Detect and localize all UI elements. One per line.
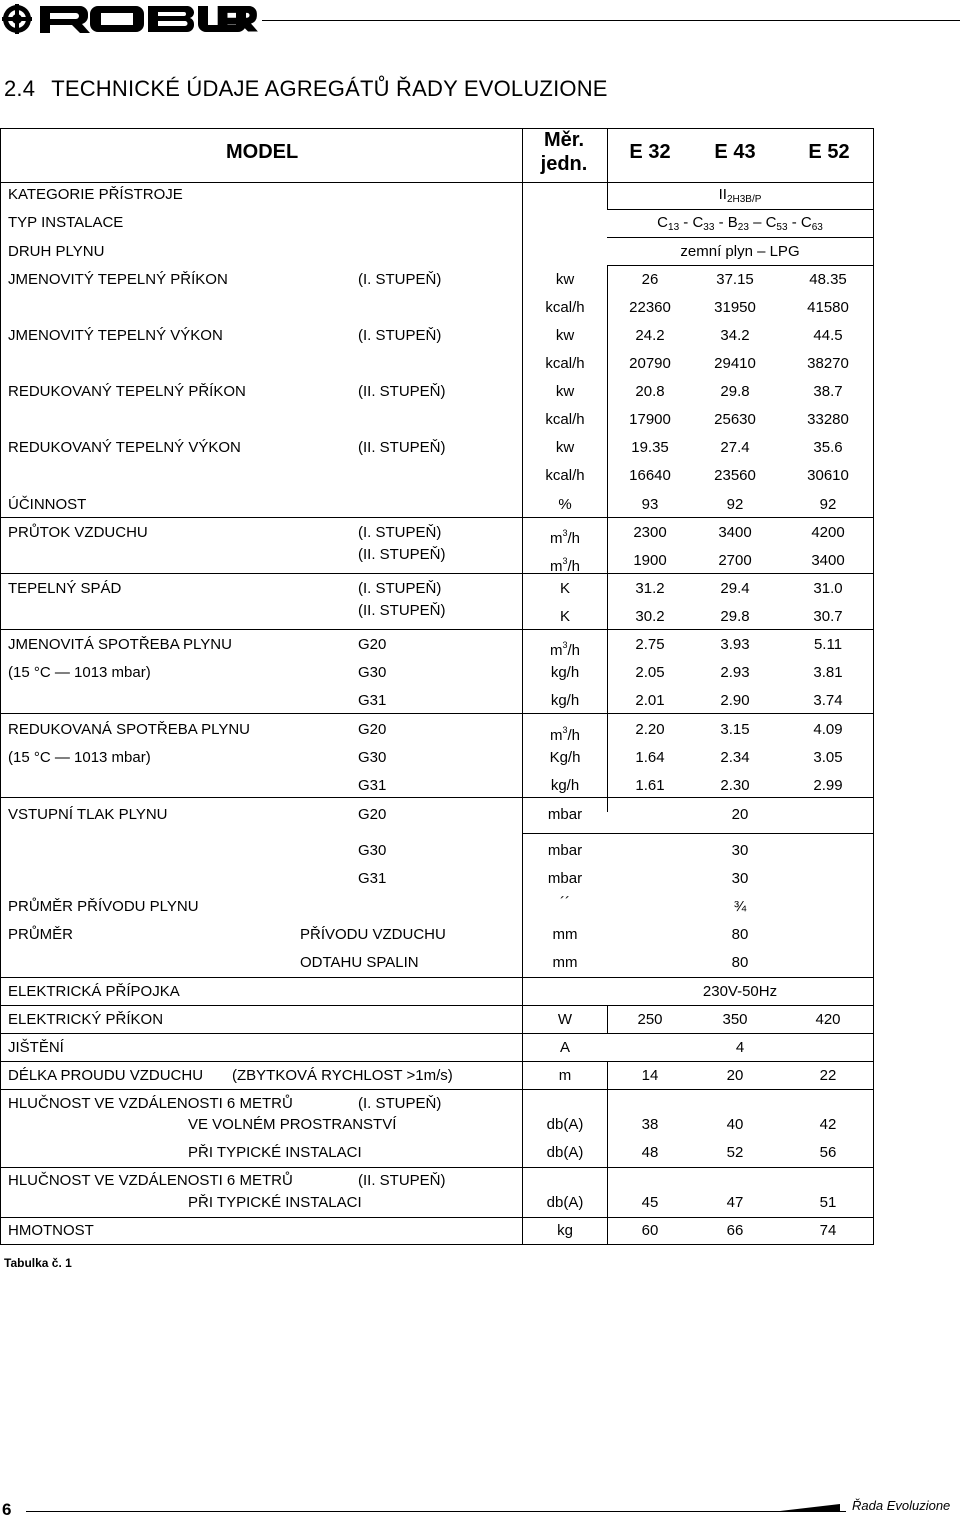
value-cell: 40 <box>726 1116 744 1133</box>
section-number: 2.4 <box>4 76 36 101</box>
value-cell: 22360 <box>629 299 671 316</box>
gas-label: G20 <box>358 806 387 823</box>
value-cell: 1.64 <box>635 749 665 766</box>
grid-line <box>607 1005 608 1033</box>
value-cell: 38 <box>641 1116 659 1133</box>
unit-cell: db(A) <box>546 1116 584 1133</box>
value-cell: 2.30 <box>720 777 750 794</box>
unit-cell: $m^3/h$ <box>549 528 581 547</box>
row-label: PRŮMĚR PŘÍVODU PLYNU <box>8 898 199 915</box>
value-cell: 26 <box>641 271 659 288</box>
grid-line <box>0 573 874 574</box>
robur-logo <box>2 4 260 34</box>
unit-cell: kw <box>555 383 575 400</box>
stage-label: (I. STUPEŇ) <box>358 327 442 344</box>
value-cell: 2.93 <box>720 664 750 681</box>
stage-label: (I. STUPEŇ) <box>358 1095 442 1112</box>
value-cell: 29.4 <box>720 580 750 597</box>
stage-label: (I. STUPEŇ) <box>358 271 442 288</box>
row-label: DÉLKA PROUDU VZDUCHU <box>8 1067 204 1084</box>
section-title: TECHNICKÉ ÚDAJE AGREGÁTŮ ŘADY EVOLUZIONE <box>51 76 608 101</box>
grid-line <box>522 128 523 1245</box>
value-cell: 25630 <box>714 411 756 428</box>
value-cell: 31.0 <box>813 580 843 597</box>
row-label: TYP INSTALACE <box>8 214 124 231</box>
value-cell: 420 <box>815 1011 841 1028</box>
row-label: HLUČNOST VE VZDÁLENOSTI 6 METRŮ <box>8 1172 293 1189</box>
gas-label: G30 <box>358 842 387 859</box>
unit-cell: % <box>558 496 572 513</box>
value-cell: 66 <box>726 1222 744 1239</box>
value-cell: 2300 <box>633 524 667 541</box>
unit-cell: db(A) <box>546 1144 584 1161</box>
row-label: ÚČINNOST <box>8 496 87 513</box>
value-cell: 30.2 <box>635 608 665 625</box>
row-label: PRŮTOK VZDUCHU <box>8 524 148 541</box>
value-cell: 3.93 <box>720 636 750 653</box>
row-label: ELEKTRICKÝ PŘÍKON <box>8 1011 164 1028</box>
value-cell: 33280 <box>807 411 849 428</box>
unit-cell: mm <box>552 954 578 971</box>
grid-line <box>607 128 608 209</box>
header-e32: E 32 <box>629 141 671 163</box>
grid-line <box>522 833 874 834</box>
page-number: 6 <box>2 1500 12 1519</box>
value-cell: 60 <box>641 1222 659 1239</box>
row-label: JMENOVITÁ SPOTŘEBA PLYNU <box>8 636 232 653</box>
sub-label: VE VOLNÉM PROSTRANSTVÍ <box>188 1116 397 1133</box>
value-cell: 41580 <box>807 299 849 316</box>
row-label: REDUKOVANÝ TEPELNÝ VÝKON <box>8 439 241 456</box>
unit-cell: mbar <box>547 870 583 887</box>
value-cell: 37.15 <box>716 271 754 288</box>
value-cell: 31.2 <box>635 580 665 597</box>
value-cell: 2.20 <box>635 721 665 738</box>
header-unit-2: jedn. <box>540 153 588 175</box>
grid-line <box>607 209 874 210</box>
grid-line <box>0 629 874 630</box>
value-cell: 92 <box>819 496 837 513</box>
sub-label: PŘI TYPICKÉ INSTALACI <box>188 1194 362 1211</box>
note-label: (ZBYTKOVÁ RYCHLOST >1m/s) <box>232 1067 453 1084</box>
value-cell: 27.4 <box>720 439 750 456</box>
grid-line <box>0 1089 874 1090</box>
value-cell: 24.2 <box>635 327 665 344</box>
unit-cell: $m^3/h$ <box>549 556 581 575</box>
section-heading <box>4 76 608 102</box>
grid-line <box>0 1167 874 1168</box>
value-cell: 34.2 <box>720 327 750 344</box>
value-cell: 250 <box>637 1011 663 1028</box>
row-label: JIŠTĚNÍ <box>8 1039 64 1056</box>
footer-wedge <box>780 1504 840 1511</box>
unit-cell: ´´ <box>560 894 570 911</box>
row-label: TEPELNÝ SPÁD <box>8 580 122 597</box>
row-label: HMOTNOST <box>8 1222 94 1239</box>
value-cell: 52 <box>726 1144 744 1161</box>
value-cell: 3400 <box>811 552 845 569</box>
value-cell: 80 <box>731 926 749 943</box>
grid-line <box>0 182 874 183</box>
sub-label: PŘI TYPICKÉ INSTALACI <box>188 1144 362 1161</box>
row-label: REDUKOVANÝ TEPELNÝ PŘÍKON <box>8 383 246 400</box>
gas-type-value: zemní plyn – LPG <box>680 243 800 260</box>
unit-cell: mbar <box>547 806 583 823</box>
gas-label: G31 <box>358 777 387 794</box>
value-cell: 22 <box>819 1067 837 1084</box>
condition-label: (15 °C — 1013 mbar) <box>8 664 151 681</box>
grid-line <box>0 517 874 518</box>
grid-line <box>0 1217 874 1218</box>
footer-series: Řada Evoluzione <box>852 1498 951 1513</box>
value-cell: 42 <box>819 1116 837 1133</box>
value-cell: 2.34 <box>720 749 750 766</box>
value-cell: 30 <box>731 842 749 859</box>
row-label: ELEKTRICKÁ PŘÍPOJKA <box>8 983 180 1000</box>
row-label: HLUČNOST VE VZDÁLENOSTI 6 METRŮ <box>8 1095 293 1112</box>
value-cell: 20 <box>726 1067 744 1084</box>
value-cell: 47 <box>726 1194 744 1211</box>
stage-label: (I. STUPEŇ) <box>358 580 442 597</box>
sub-label: ODTAHU SPALIN <box>300 954 419 971</box>
stage-label: (I. STUPEŇ) <box>358 524 442 541</box>
value-cell: 48.35 <box>809 271 847 288</box>
unit-cell: $m^3/h$ <box>549 640 581 659</box>
value-cell: 92 <box>726 496 744 513</box>
value-cell: 16640 <box>629 467 671 484</box>
row-label: DRUH PLYNU <box>8 243 105 260</box>
value-cell: 38.7 <box>813 383 843 400</box>
value-cell: 4 <box>735 1039 745 1056</box>
value-cell: 3.15 <box>720 721 750 738</box>
value-cell: 30 <box>731 870 749 887</box>
gas-label: G31 <box>358 870 387 887</box>
unit-cell: m <box>558 1067 572 1084</box>
value-cell: 350 <box>722 1011 748 1028</box>
value-cell: 2.05 <box>635 664 665 681</box>
value-cell: 3.74 <box>813 692 843 709</box>
value-cell: 14 <box>641 1067 659 1084</box>
sub-label: PŘÍVODU VZDUCHU <box>300 926 446 943</box>
value-cell: 19.35 <box>631 439 669 456</box>
unit-cell: db(A) <box>546 1194 584 1211</box>
grid-line <box>607 265 874 266</box>
row-label: KATEGORIE PŘÍSTROJE <box>8 186 183 203</box>
gas-label: G30 <box>358 749 387 766</box>
header-model: MODEL <box>226 141 299 163</box>
grid-line <box>0 713 874 714</box>
value-cell: 93 <box>641 496 659 513</box>
value-cell: 20 <box>731 806 749 823</box>
value-cell: 3400 <box>718 524 752 541</box>
unit-cell: kw <box>555 327 575 344</box>
gas-label: G20 <box>358 721 387 738</box>
value-cell: 4200 <box>811 524 845 541</box>
header-rule <box>262 20 960 21</box>
value-cell: 1.61 <box>635 777 665 794</box>
grid-line <box>0 1033 874 1034</box>
value-cell: 30610 <box>807 467 849 484</box>
unit-cell: Kg/h <box>549 749 581 766</box>
value-cell: 74 <box>819 1222 837 1239</box>
unit-cell: kcal/h <box>545 299 585 316</box>
unit-cell: kcal/h <box>545 411 585 428</box>
value-cell: 30.7 <box>813 608 843 625</box>
unit-cell: kg/h <box>550 777 580 794</box>
gas-label: G31 <box>358 692 387 709</box>
unit-cell: mm <box>552 926 578 943</box>
value-cell: 2.99 <box>813 777 843 794</box>
category-value: $II_{2H3B/P}$ <box>718 186 762 205</box>
condition-label: (15 °C — 1013 mbar) <box>8 749 151 766</box>
grid-line <box>0 797 874 798</box>
value-cell: 230V-50Hz <box>702 983 778 1000</box>
header-e43: E 43 <box>714 141 756 163</box>
table-caption: Tabulka č. 1 <box>4 1256 72 1270</box>
value-cell: 45 <box>641 1194 659 1211</box>
value-cell: 80 <box>731 954 749 971</box>
unit-cell: K <box>559 580 571 597</box>
unit-cell: mbar <box>547 842 583 859</box>
value-cell: 20.8 <box>635 383 665 400</box>
stage-label: (II. STUPEŇ) <box>358 383 446 400</box>
value-cell: 48 <box>641 1144 659 1161</box>
gas-label: G30 <box>358 664 387 681</box>
unit-cell: kg/h <box>550 692 580 709</box>
unit-cell: $m^3/h$ <box>549 725 581 744</box>
installation-type-value: $C_{13} - C_{33} - B_{23} - C_{53} - C_{63}$ <box>657 214 823 233</box>
value-cell: 2.75 <box>635 636 665 653</box>
unit-cell: kw <box>555 271 575 288</box>
row-label: REDUKOVANÁ SPOTŘEBA PLYNU <box>8 721 251 738</box>
row-label: PRŮMĚR <box>8 926 74 943</box>
header-e52: E 52 <box>808 141 850 163</box>
stage-label: (II. STUPEŇ) <box>358 1172 446 1189</box>
stage-label: (II. STUPEŇ) <box>358 546 446 563</box>
value-cell: 17900 <box>629 411 671 428</box>
footer-rule <box>26 1511 846 1512</box>
value-cell: 29410 <box>714 355 756 372</box>
value-cell: 38270 <box>807 355 849 372</box>
value-cell: 2.01 <box>635 692 665 709</box>
row-label: VSTUPNÍ TLAK PLYNU <box>8 806 168 823</box>
value-cell: 44.5 <box>813 327 843 344</box>
value-cell: 29.8 <box>720 608 750 625</box>
value-cell: 20790 <box>629 355 671 372</box>
unit-cell: K <box>559 608 571 625</box>
unit-cell: kw <box>555 439 575 456</box>
value-cell: 56 <box>819 1144 837 1161</box>
value-cell: 31950 <box>714 299 756 316</box>
unit-cell: kcal/h <box>545 355 585 372</box>
grid-line <box>607 265 608 812</box>
value-cell: ¾ <box>733 898 747 915</box>
value-cell: 2.90 <box>720 692 750 709</box>
value-cell: 23560 <box>714 467 756 484</box>
stage-label: (II. STUPEŇ) <box>358 439 446 456</box>
value-cell: 29.8 <box>720 383 750 400</box>
gas-label: G20 <box>358 636 387 653</box>
value-cell: 3.05 <box>813 749 843 766</box>
value-cell: 3.81 <box>813 664 843 681</box>
unit-cell: kcal/h <box>545 467 585 484</box>
unit-cell: kg <box>557 1222 573 1239</box>
header-unit: Měr. <box>543 129 585 151</box>
row-label: JMENOVITÝ TEPELNÝ VÝKON <box>8 327 223 344</box>
value-cell: 2700 <box>718 552 752 569</box>
value-cell: 1900 <box>633 552 667 569</box>
value-cell: 5.11 <box>813 636 843 653</box>
unit-cell: W <box>557 1011 573 1028</box>
grid-line <box>0 977 874 978</box>
value-cell: 4.09 <box>813 721 843 738</box>
grid-line <box>0 1061 874 1062</box>
value-cell: 51 <box>819 1194 837 1211</box>
unit-cell: kg/h <box>550 664 580 681</box>
row-label: JMENOVITÝ TEPELNÝ PŘÍKON <box>8 271 228 288</box>
stage-label: (II. STUPEŇ) <box>358 602 446 619</box>
grid-line <box>0 1005 874 1006</box>
grid-line <box>607 237 874 238</box>
unit-cell: A <box>559 1039 571 1056</box>
value-cell: 35.6 <box>813 439 843 456</box>
